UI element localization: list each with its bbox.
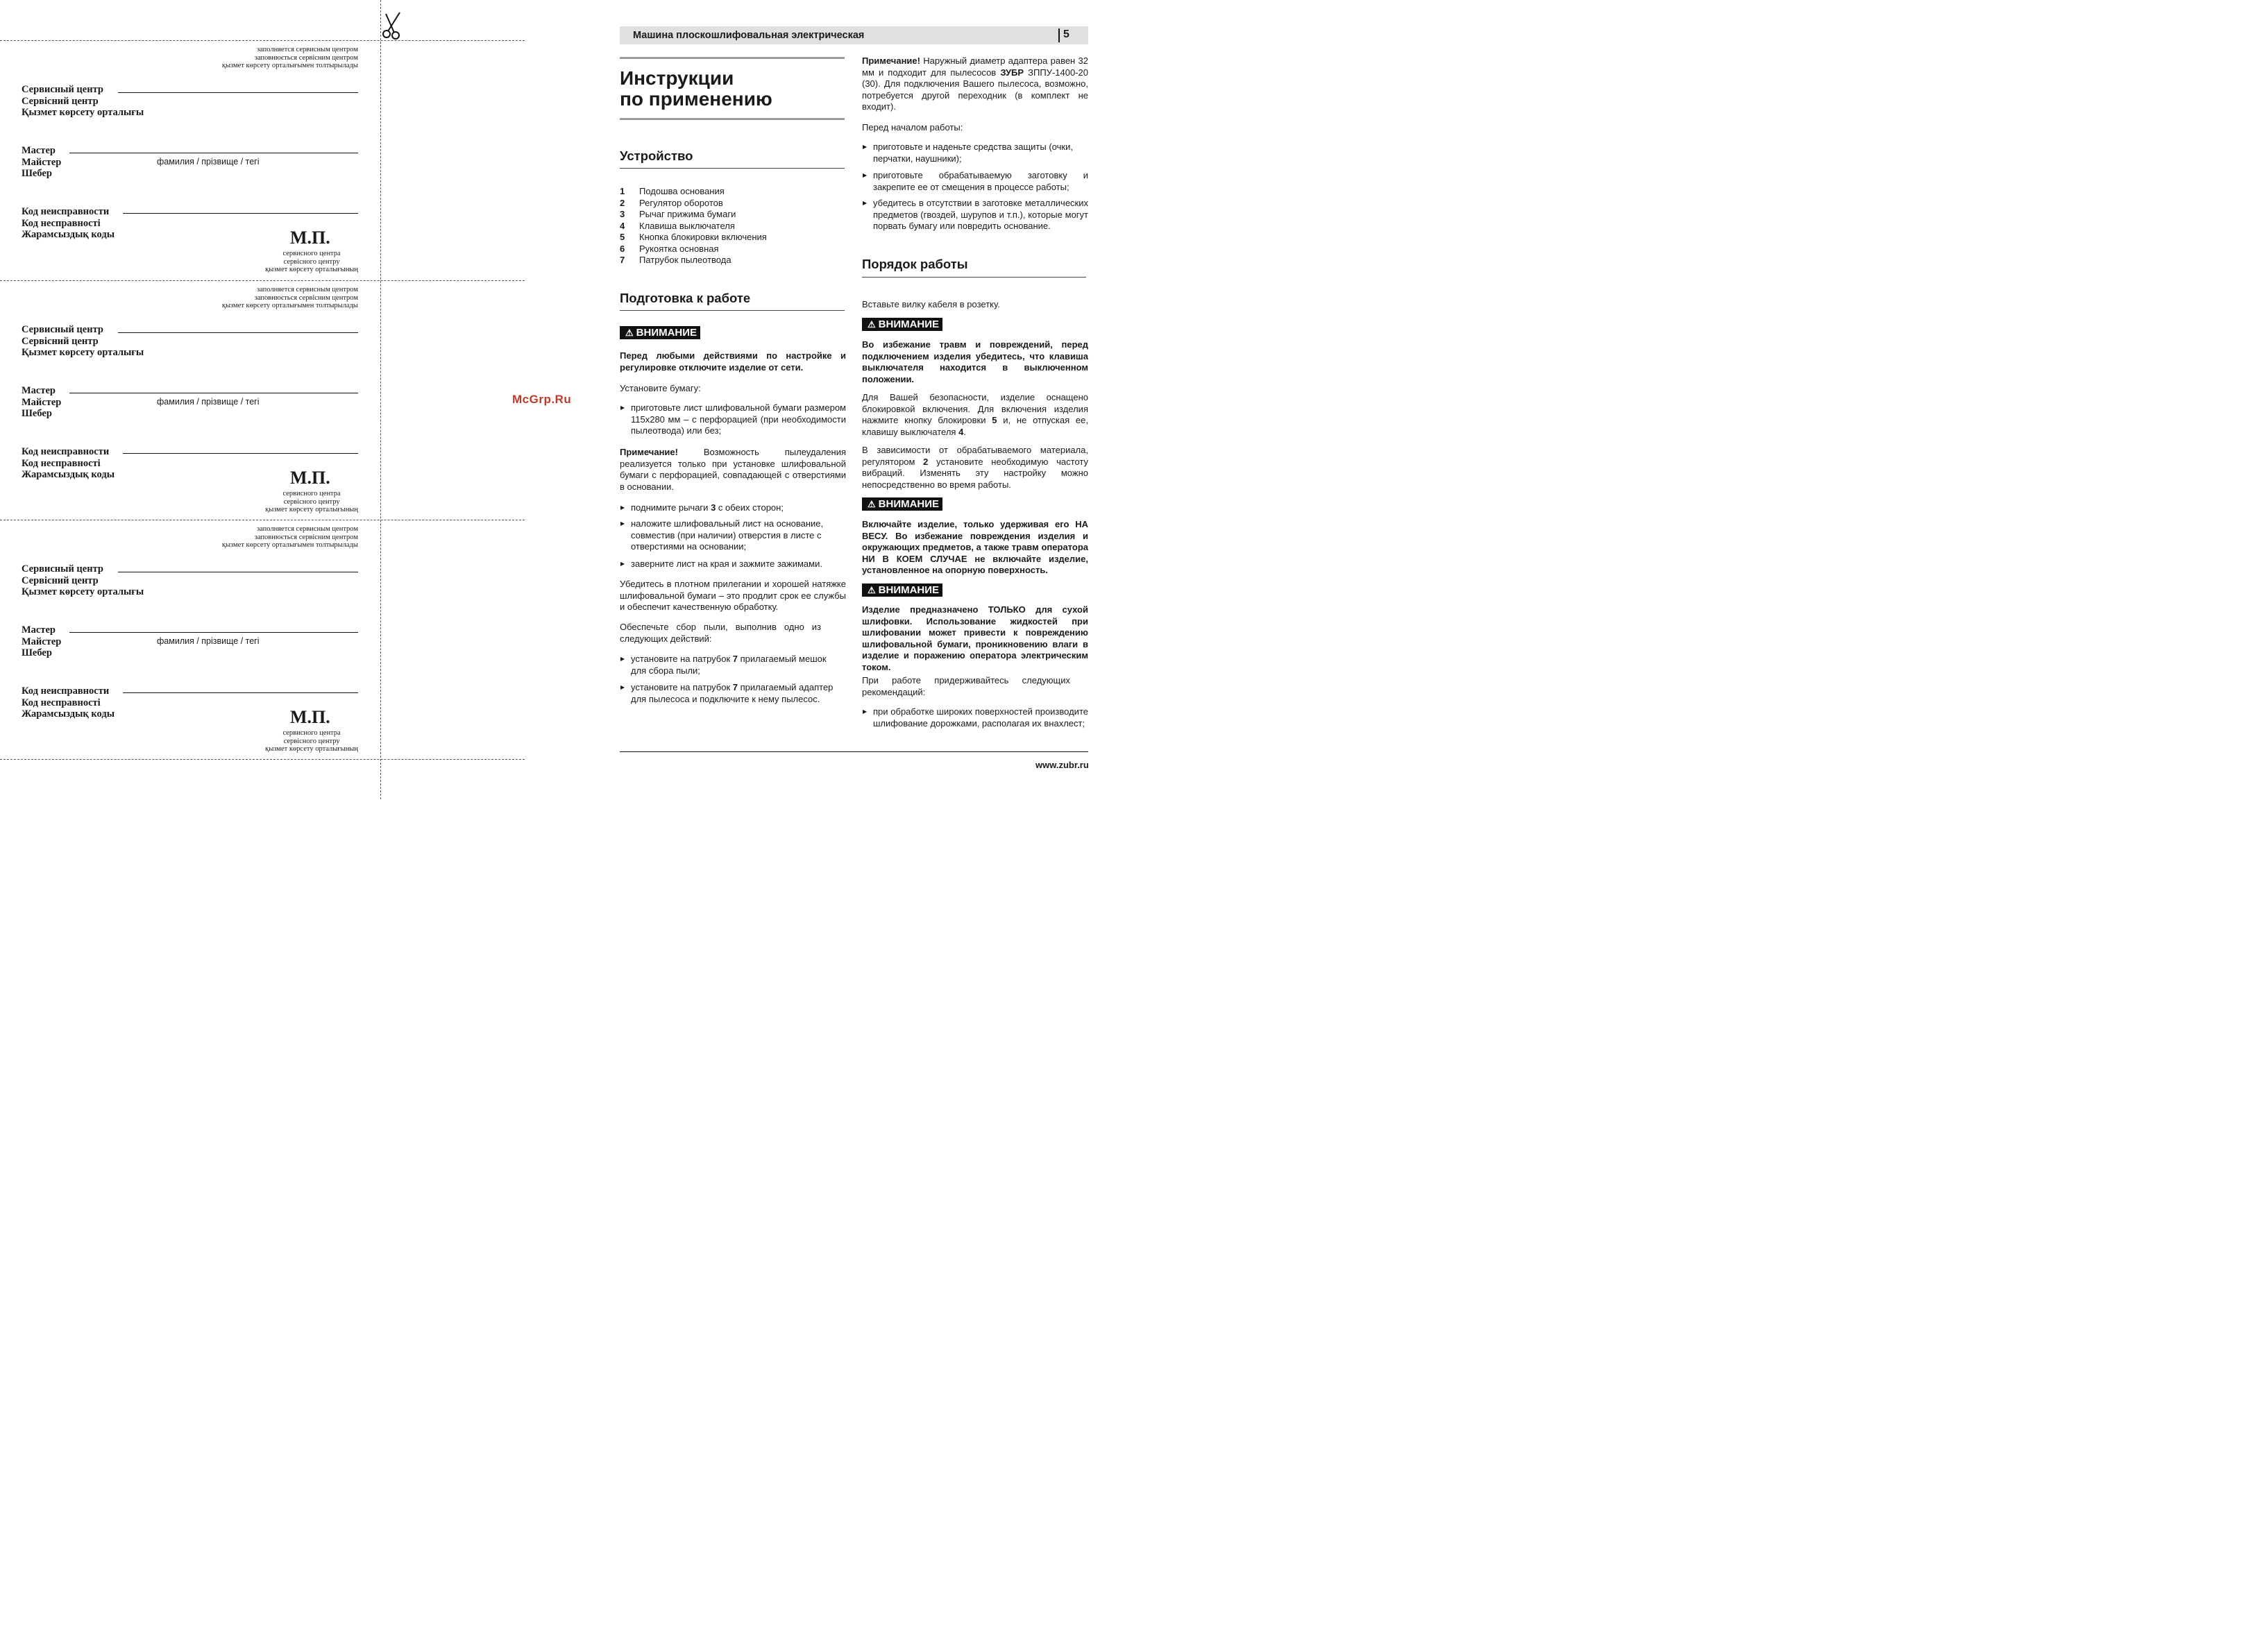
bullet-item: ▶ наложите шлифовальный лист на основание, совместив (при наличии) отверстия в листе с отверстиями на основании; bbox=[620, 518, 857, 553]
footer-rule bbox=[620, 751, 1088, 752]
coupon-header-line: қызмет көрсету орталығымен толтырылады bbox=[221, 62, 358, 70]
defect-code-field[interactable] bbox=[123, 692, 358, 693]
coupon-header-line: заповнюється сервісним центром bbox=[254, 53, 358, 62]
stamp-title: М.П. bbox=[290, 228, 330, 248]
cut-line bbox=[0, 759, 525, 760]
defect-code-label: Код неисправности Код несправності Жарамсыздық коды bbox=[22, 446, 115, 480]
service-center-label: Сервисный центр Сервісний центр Қызмет көрсету орталығы bbox=[22, 324, 144, 358]
list-item: 6 Рукоятка основная bbox=[620, 243, 719, 254]
service-center-field[interactable] bbox=[118, 92, 358, 93]
stamp-caption: сервисного центра сервісного центру қызмет көрсету орталығының bbox=[265, 490, 358, 514]
bullet-item: ▶ приготовьте лист шлифовальной бумаги размером 115x280 мм – с перфорацией (при необходимости пылеотвода) или без; bbox=[620, 402, 846, 437]
page-number: 5 bbox=[1063, 28, 1069, 40]
master-label: Мастер Майстер Шебер bbox=[22, 624, 62, 658]
bullet-item: ▶ установите на патрубок 7 прилагаемый мешок для сбора пыли; bbox=[620, 654, 839, 676]
warning-icon: ⚠ bbox=[625, 327, 634, 338]
paragraph: Для Вашей безопасности, изделие оснащено блокировкой включения. Для включения изделия нажмите кнопку блокировки 5 и, не отпуская ее, клавишу выключателя 4. bbox=[862, 392, 1088, 437]
warning-badge: ⚠ ВНИМАНИЕ bbox=[862, 497, 942, 511]
service-center-field[interactable] bbox=[118, 332, 358, 333]
section-title-order: Порядок работы bbox=[862, 257, 968, 271]
bullet-item: ▶ приготовьте и наденьте средства защиты (очки, перчатки, наушники); bbox=[862, 142, 1088, 164]
master-sub: фамилия / прізвище / тегі bbox=[157, 157, 260, 167]
paragraph: Установите бумагу: bbox=[620, 383, 701, 393]
paragraph: При работе придерживайтесь следующих рекомендаций: bbox=[862, 675, 1070, 697]
master-field[interactable] bbox=[69, 632, 358, 633]
master-label: Мастер Майстер Шебер bbox=[22, 145, 62, 179]
warning-icon: ⚠ bbox=[868, 585, 876, 595]
paragraph: Перед началом работы: bbox=[862, 122, 963, 133]
warning-icon: ⚠ bbox=[868, 319, 876, 330]
note-paragraph: Примечание! Возможность пылеудаления реализуется только при установке шлифовальной бумаги с перфорацией, совпадающей с отверстиями в основании. bbox=[620, 447, 846, 492]
warning-text: Включайте изделие, только удерживая его НА ВЕСУ. Во избежание повреждения изделия и окружающих предметов, а также травм оператора НИ В КОЕМ СЛУЧАЕ не включайте изделие, установленное на опорную поверхность. bbox=[862, 519, 1088, 575]
stamp-caption: сервисного центра сервісного центру қызмет көрсету орталығының bbox=[265, 729, 358, 753]
service-coupon bbox=[0, 40, 380, 280]
stamp-title: М.П. bbox=[290, 468, 330, 488]
bullet-item: ▶ поднимите рычаги 3 с обеих сторон; bbox=[620, 502, 846, 514]
divider bbox=[620, 168, 845, 169]
stamp-caption: сервисного центра сервісного центру қызмет көрсету орталығының bbox=[265, 250, 358, 274]
list-item: 3 Рычаг прижима бумаги bbox=[620, 209, 736, 219]
watermark: McGrp.Ru bbox=[512, 393, 572, 406]
list-item: 5 Кнопка блокировки включения bbox=[620, 232, 767, 242]
page-header-title: Машина плоскошлифовальная электрическая bbox=[633, 30, 865, 41]
service-center-label: Сервисный центр Сервісний центр Қызмет көрсету орталығы bbox=[22, 84, 144, 118]
note-paragraph: Примечание! Наружный диаметр адаптера равен 32 мм и подходит для пылесосов ЗУБР ЗППУ-1400-20 (30). Для подключения Вашего пылесоса, возможно, потребуется другой переходник (в комплект не входит). bbox=[862, 56, 1088, 112]
bullet-item: ▶ заверните лист на края и зажмите зажимами. bbox=[620, 559, 857, 570]
warning-badge: ⚠ ВНИМАНИЕ bbox=[862, 584, 942, 597]
stamp-title: М.П. bbox=[290, 707, 330, 727]
defect-code-label: Код неисправности Код несправності Жарамсыздық коды bbox=[22, 686, 115, 719]
bullet-item: ▶ приготовьте обрабатываемую заготовку и закрепите ее от смещения в процессе работы; bbox=[862, 170, 1088, 193]
list-item: 1 Подошва основания bbox=[620, 186, 725, 196]
warning-icon: ⚠ bbox=[868, 499, 876, 509]
footer-url[interactable]: www.zubr.ru bbox=[1035, 760, 1089, 770]
coupon-header: заполняется сервисным центром заповнюється сервісним центром қызмет көрсету орталығымен толтырылады bbox=[221, 286, 358, 310]
section-title-prep: Подготовка к работе bbox=[620, 291, 751, 305]
warning-text: Перед любыми действиями по настройке и регулировке отключите изделие от сети. bbox=[620, 350, 846, 373]
master-sub: фамилия / прізвище / тегі bbox=[157, 636, 260, 646]
list-item: 7 Патрубок пылеотвода bbox=[620, 255, 731, 265]
paragraph: Убедитесь в плотном прилегании и хорошей натяжке шлифовальной бумаги – это продлит срок ее службы и обеспечит качественную обработку. bbox=[620, 579, 846, 612]
bullet-item: ▶ при обработке широких поверхностей производите шлифование дорожками, располагая их внахлест; bbox=[862, 706, 1088, 729]
divider bbox=[620, 57, 845, 59]
divider bbox=[620, 118, 845, 120]
paragraph: Обеспечьте сбор пыли, выполнив одно из следующих действий: bbox=[620, 622, 821, 644]
bullet-item: ▶ установите на патрубок 7 прилагаемый адаптер для пылесоса и подключите к нему пылесос. bbox=[620, 682, 846, 705]
warning-text: Во избежание травм и повреждений, перед подключением изделия убедитесь, что клавиша выключателя находится в выключенном положении. bbox=[862, 339, 1088, 384]
bullet-item: ▶ убедитесь в отсутствии в заготовке металлических предметов (гвоздей, шурупов и т.п.), которые могут порвать бумагу или повредить основание. bbox=[862, 198, 1088, 232]
defect-code-label: Код неисправности Код несправності Жарамсыздық коды bbox=[22, 206, 115, 240]
master-sub: фамилия / прізвище / тегі bbox=[157, 397, 260, 407]
page-header bbox=[620, 26, 1088, 44]
paragraph: Вставьте вилку кабеля в розетку. bbox=[862, 299, 1000, 309]
page-title: Инструкции по применению bbox=[620, 67, 772, 110]
paragraph: В зависимости от обрабатываемого материала, регулятором 2 установите необходимую частоту вибраций. Изменять эту настройку можно непосредственно во время работы. bbox=[862, 445, 1088, 490]
service-coupon bbox=[0, 520, 380, 759]
list-item: 4 Клавиша выключателя bbox=[620, 220, 735, 231]
divider bbox=[862, 277, 1086, 278]
coupon-header: заполняется сервисным центром заповнюється сервісним центром қызмет көрсету орталығымен толтырылады bbox=[221, 525, 358, 550]
defect-code-field[interactable] bbox=[123, 213, 358, 214]
service-center-label: Сервисный центр Сервісний центр Қызмет көрсету орталығы bbox=[22, 563, 144, 597]
coupon-header bbox=[222, 46, 358, 70]
warning-badge: ⚠ ВНИМАНИЕ bbox=[620, 326, 700, 339]
defect-code-field[interactable] bbox=[123, 453, 358, 454]
cut-line-vertical bbox=[380, 0, 381, 799]
master-label: Мастер Майстер Шебер bbox=[22, 385, 62, 419]
section-title-device: Устройство bbox=[620, 148, 693, 163]
warning-badge: ⚠ ВНИМАНИЕ bbox=[862, 318, 942, 331]
list-item: 2 Регулятор оборотов bbox=[620, 197, 723, 208]
coupon-header-line: заполняется сервисным центром bbox=[256, 46, 358, 53]
divider bbox=[620, 310, 845, 311]
service-coupon bbox=[0, 280, 380, 520]
warning-text: Изделие предназначено ТОЛЬКО для сухой шлифовки. Использование жидкостей при шлифовании может привести к повреждению шлифовальной бумаги, проникновению влаги в изделие и поражению оператора электрическим током. bbox=[862, 604, 1088, 672]
header-divider bbox=[1058, 28, 1060, 42]
device-parts-list bbox=[620, 186, 767, 266]
scissors-icon bbox=[380, 11, 403, 44]
